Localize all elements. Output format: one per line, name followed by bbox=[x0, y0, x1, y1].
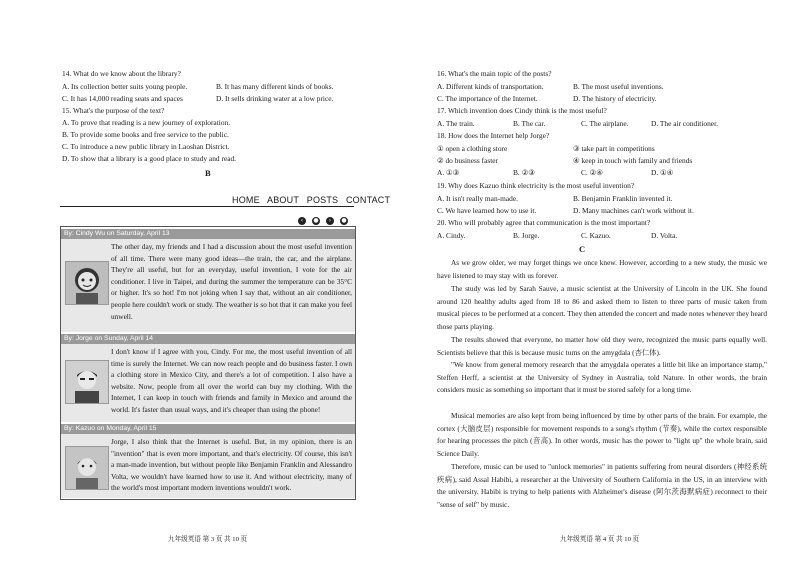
nav-contact[interactable]: CONTACT bbox=[345, 195, 391, 205]
prev-icon[interactable]: ‹ bbox=[298, 217, 306, 225]
q20-option-d: D. Volta. bbox=[651, 231, 678, 240]
q15-option-a: A. To prove that reading is a new journey of exploration. bbox=[62, 118, 231, 127]
q17-option-d: D. The air conditioner. bbox=[651, 119, 718, 128]
nav-about[interactable]: ABOUT bbox=[267, 195, 300, 205]
post-header-jorge: By: Jorge on Sunday, April 14 bbox=[61, 334, 355, 344]
avatar-jorge bbox=[65, 360, 109, 404]
q14-option-a: A. Its collection better suits young people. bbox=[62, 82, 188, 91]
avatar-kazuo bbox=[65, 446, 109, 490]
blog-nav bbox=[232, 195, 395, 205]
q18-stem: 18. How does the Internet help Jorge? bbox=[437, 131, 550, 140]
man-avatar-icon bbox=[66, 361, 108, 403]
passage-paragraph-3: The results showed that everyone, no matter how old they were, recognized the music parts equally well. Scientists believe that this is because music turns on the amygdala (杏仁体). bbox=[437, 335, 767, 357]
q17-option-c: C. The airplane. bbox=[581, 119, 629, 128]
page-footer-left: 九年级英语 第 3 页 共 10 页 bbox=[168, 536, 248, 543]
q15-option-b: B. To provide some books and free service to the public. bbox=[62, 130, 229, 139]
q14-option-c: C. It has 14,000 reading seats and spaces bbox=[62, 94, 183, 103]
q18-item-3: ③ take part in competitions bbox=[573, 144, 655, 153]
q16-option-a: A. Different kinds of transportation. bbox=[437, 82, 544, 91]
dot-icon[interactable]: ● bbox=[313, 217, 319, 224]
q20-option-a: A. Cindy. bbox=[437, 231, 466, 240]
q19-option-c: C. We have learned how to use it. bbox=[437, 206, 537, 215]
next-icon[interactable]: › bbox=[326, 217, 334, 225]
q16-option-c: C. The importance of the Internet. bbox=[437, 94, 538, 103]
q19-option-a: A. It isn't really man-made. bbox=[437, 194, 518, 203]
section-c-label: C bbox=[579, 244, 586, 254]
q19-option-d: D. Many machines can't work without it. bbox=[573, 206, 694, 215]
passage-paragraph-4: "We know from general memory research that the amygdala operates a little bit like an importance stamp," Steffen Herff, a scientist at the University of Sydney in Australia, told Nature. In other words, the brain considers music as something so important that it must be stored safely for a long time. bbox=[437, 360, 767, 395]
q20-option-c: C. Kazuo. bbox=[581, 231, 611, 240]
q18-option-b: B. ②③ bbox=[513, 168, 535, 177]
q16-option-b: B. The most useful inventions. bbox=[573, 82, 664, 91]
q14-stem: 14. What do we know about the library? bbox=[62, 69, 181, 78]
q18-item-1: ① open a clothing store bbox=[437, 144, 508, 153]
avatar-cindy bbox=[65, 261, 109, 305]
girl-avatar-icon bbox=[66, 262, 108, 304]
dot-icon[interactable]: ● bbox=[341, 217, 347, 224]
page-footer-right: 九年级英语 第 4 页 共 10 页 bbox=[560, 536, 640, 543]
q17-option-b: B. The car. bbox=[513, 119, 546, 128]
q15-option-d: D. To show that a library is a good place to study and read. bbox=[62, 154, 237, 163]
passage-paragraph-5: Musical memories are also kept from being influenced by time by other parts of the brain. For example, the cortex (大脑皮层) responsible for movement responds to a song's rhythm (节奏), while the cortex responsible for hearing processes the pitch (音高). In other words, music has the power to "light up" the whole brain, said Science Daily. bbox=[437, 411, 767, 458]
q18-item-4: ④ keep in touch with family and friends bbox=[573, 156, 693, 165]
post-cindy bbox=[61, 239, 355, 332]
post-header-cindy: By: Cindy Wu on Saturday, April 13 bbox=[61, 229, 355, 239]
section-b-label: B bbox=[205, 168, 211, 178]
post-text-cindy: The other day, my friends and I had a discussion about the most useful invention of all time. There were many good ideas—the train, the car, and the airplane. They're all useful, but for an everyday, useful invention, I vote for the air conditioner. I live in Taipei, and during the summer the temperature can be 35°C or higher. It's so hot! I'm not joking when I say that, without an air conditioner, people here couldn't work or study. The weather is so hot that it can make you feel unwell. bbox=[111, 242, 352, 321]
post-kazuo bbox=[61, 434, 355, 498]
post-jorge bbox=[61, 344, 355, 422]
nav-posts[interactable]: POSTS bbox=[306, 195, 339, 205]
nav-icon-group bbox=[298, 209, 350, 227]
passage-paragraph-1: As we grow older, we may forget things we once knew. However, according to a new study, the music we have listened to may stay with us forever. bbox=[437, 258, 767, 280]
q16-option-d: D. The history of electricity. bbox=[573, 94, 657, 103]
nav-divider bbox=[60, 206, 354, 207]
q18-item-2: ② do business faster bbox=[437, 156, 499, 165]
post-text-kazuo: Jorge, I also think that the Internet is useful. But, in my opinion, there is an "invention" that is even more important, and that's electricity. Of course, this isn't a man-made invention, but without people like Benjamin Franklin and Alessandro Volta, we wouldn't have learned how to use it. And without electricity, many of the world's most important modern inventions wouldn't work. bbox=[111, 437, 352, 493]
q20-stem: 20. Who will probably agree that communication is the most important? bbox=[437, 218, 651, 227]
boy-avatar-icon bbox=[66, 447, 108, 489]
q16-stem: 16. What's the main topic of the posts? bbox=[437, 69, 552, 78]
q17-option-a: A. The train. bbox=[437, 119, 475, 128]
passage-paragraph-6: Therefore, music can be used to "unlock memories" in patients suffering from neural disorders (神经系统疾病), said Assal Habibi, a researcher at the University of Southern California in the US, in an interview with the university. Habibi is trying to help patients with Alzheimer's disease (阿尔茨海默病症) reconnect to their "sense of self" by music. bbox=[437, 462, 767, 509]
post-text-jorge: I don't know if I agree with you, Cindy. For me, the most useful invention of all time is surely the Internet. We can now reach people and do business faster. I own a clothing store in Mexico City, and there's a lot of competition. I also have a website. Now, people from all over the world can buy my clothing. With the Internet, I can keep in touch with friends and family in Mexico and around the world. It's faster than usual ways, and it's cheaper than using the phone! bbox=[111, 347, 352, 414]
q19-option-b: B. Benjamin Franklin invented it. bbox=[573, 194, 673, 203]
q15-stem: 15. What's the purpose of the text? bbox=[62, 106, 165, 115]
q14-option-b: B. It has many different kinds of books. bbox=[216, 82, 334, 91]
q18-option-a: A. ①③ bbox=[437, 168, 460, 177]
q20-option-b: B. Jorge. bbox=[513, 231, 540, 240]
q19-stem: 19. Why does Kazuo think electricity is the most useful invention? bbox=[437, 181, 635, 190]
q15-option-c: C. To introduce a new public library in Laoshan District. bbox=[62, 142, 230, 151]
q14-option-d: D. It sells drinking water at a low price. bbox=[216, 94, 334, 103]
post-header-kazuo: By: Kazuo on Monday, April 15 bbox=[61, 424, 355, 434]
q18-option-d: D. ①④ bbox=[651, 168, 674, 177]
q17-stem: 17. Which invention does Cindy think is the most useful? bbox=[437, 106, 607, 115]
blog-panel bbox=[60, 226, 356, 500]
nav-home[interactable]: HOME bbox=[232, 195, 260, 205]
passage-paragraph-2: The study was led by Sarah Sauve, a music scientist at the University of Lincoln in the UK. She found around 120 healthy adults aged from 18 to 86 and asked them to listen to three parts of music taken from musical pieces to be performed at a concert. They then attended the concert and made notes whenever they heard those parts playing. bbox=[437, 284, 767, 331]
q18-option-c: C. ②④ bbox=[581, 168, 603, 177]
